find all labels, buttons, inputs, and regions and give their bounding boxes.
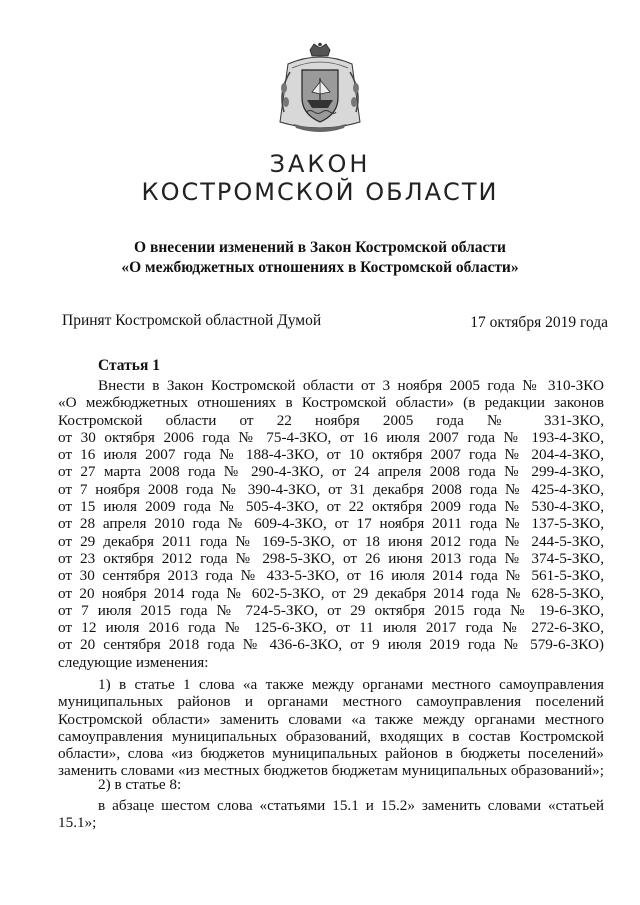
text-line: от 28 апреля 2010 года № 609-4-ЗКО, от 17 ноября 2011 года № 137-5-ЗКО,	[58, 515, 604, 533]
text-line: от 30 октября 2006 года № 75-4-ЗКО, от 16 июля 2007 года № 193-4-ЗКО,	[58, 428, 604, 446]
text-line: от 27 марта 2008 года № 290-4-ЗКО, от 24 апреля 2008 года № 299-4-ЗКО,	[58, 463, 604, 481]
text-line: области», слова «из бюджетов муниципальных районов в бюджеты поселений»	[58, 745, 604, 763]
text-line: следующие изменения:	[58, 653, 209, 671]
text-line: от 16 июля 2007 года № 188-4-ЗКО, от 10 октября 2007 года № 204-4-ЗКО,	[58, 446, 604, 464]
text-line: 1) в статье 1 слова «а также между органами местного самоуправления	[98, 676, 604, 693]
text-line: от 23 октября 2012 года № 298-5-ЗКО, от 26 июня 2013 года № 374-5-ЗКО,	[58, 549, 604, 567]
text-line: от 7 июля 2015 года № 724-5-ЗКО, от 29 октября 2015 года № 19-6-ЗКО,	[58, 601, 604, 619]
article-intro	[58, 377, 604, 671]
text-line: 2) в статье 8:	[98, 776, 182, 793]
law-title-line1: ЗАКОН	[269, 150, 371, 178]
text-line: от 15 июля 2009 года № 505-4-ЗКО, от 22 октября 2009 года № 530-4-ЗКО,	[58, 498, 604, 516]
adopted-by: Принят Костромской областной Думой	[62, 312, 322, 329]
text-line: Внести в Закон Костромской области от 3 ноября 2005 года № 310-ЗКО	[98, 377, 604, 394]
adoption-date: 17 октября 2019 года	[470, 314, 608, 331]
text-line: от 12 июля 2016 года № 125-6-ЗКО, от 11 июля 2017 года № 272-6-ЗКО,	[58, 619, 604, 637]
text-line: Костромской области» заменить словами «а также между органами местного	[58, 710, 604, 728]
text-line: муниципальных районов и органами местного самоуправления поселений	[58, 693, 604, 711]
text-line: от 20 сентября 2018 года № 436-6-ЗКО, от 9 июля 2019 года № 579-6-ЗКО)	[58, 636, 604, 654]
article-item-2	[58, 776, 604, 793]
text-line: 15.1»;	[58, 814, 97, 832]
text-line: заменить словами «из местных бюджетов бюджетам муниципальных образований»;	[58, 762, 604, 780]
law-subject-line1: О внесении изменений в Закон Костромской области	[134, 239, 506, 256]
text-line: самоуправления муниципальных образований, входящих в состав Костромской	[58, 727, 604, 745]
law-subject-line2: «О межбюджетных отношениях в Костромской области»	[121, 259, 519, 276]
law-title-line2: КОСТРОМСКОЙ ОБЛАСТИ	[141, 178, 499, 206]
article-item-2-sub	[58, 797, 604, 832]
text-line: от 29 декабря 2011 года № 169-5-ЗКО, от 18 июня 2012 года № 244-5-ЗКО,	[58, 532, 604, 550]
text-line: «О межбюджетных отношениях в Костромской области» (в редакции законов	[58, 394, 604, 412]
text-line: от 7 ноября 2008 года № 390-4-ЗКО, от 31 декабря 2008 года № 425-4-ЗКО,	[58, 480, 604, 498]
text-line: от 20 ноября 2014 года № 602-5-ЗКО, от 29 декабря 2014 года № 628-5-ЗКО,	[58, 584, 604, 602]
article-item-1	[58, 676, 604, 780]
coat-of-arms-icon	[274, 42, 366, 134]
text-line: Костромской области от 22 ноября 2005 года № 331-ЗКО,	[58, 411, 604, 429]
text-line: от 30 сентября 2013 года № 433-5-ЗКО, от 16 июля 2014 года № 561-5-ЗКО,	[58, 567, 604, 585]
text-line: в абзаце шестом слова «статьями 15.1 и 15.2» заменить словами «статьей	[98, 797, 604, 814]
article-heading: Статья 1	[98, 357, 160, 374]
